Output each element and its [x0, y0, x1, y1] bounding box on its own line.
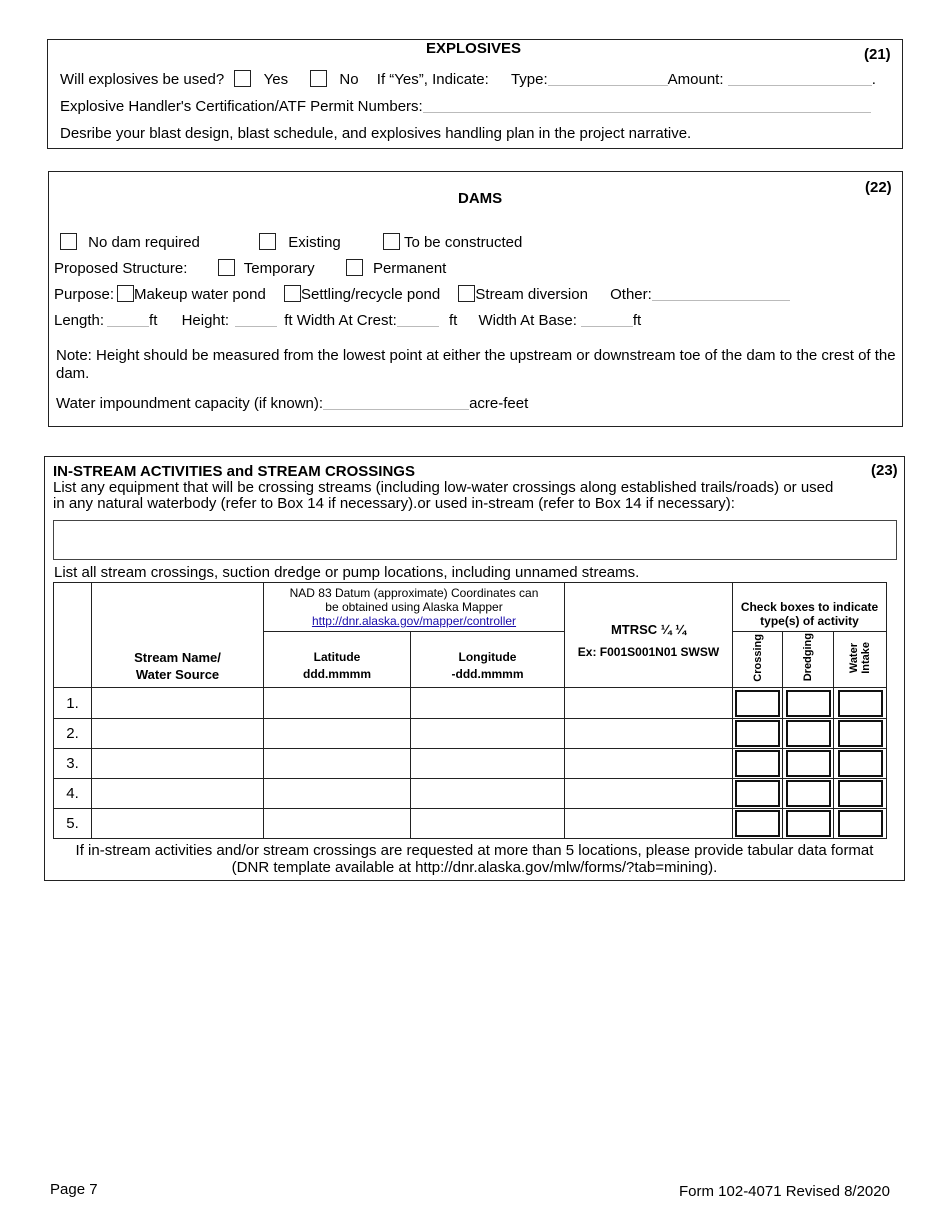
longitude-cell[interactable]	[411, 779, 565, 809]
makeup-pond-label: Makeup water pond	[134, 286, 266, 303]
width-crest-field[interactable]	[397, 312, 439, 327]
explosives-section-number: (21)	[864, 46, 891, 63]
mtrsc-cell[interactable]	[565, 719, 733, 749]
stream-name-cell[interactable]	[92, 719, 264, 749]
water-intake-header-text-2: Intake	[860, 641, 872, 674]
mtrsc-cell[interactable]	[565, 688, 733, 719]
crossing-cell	[733, 809, 783, 839]
water-intake-checkbox[interactable]	[838, 780, 883, 807]
stream-name-cell[interactable]	[92, 688, 264, 719]
mtrsc-header-line-1: MTRSC ¼ ¼	[610, 622, 687, 637]
water-intake-checkbox[interactable]	[838, 810, 883, 837]
longitude-header-line-1: Longitude	[458, 650, 517, 664]
coordinates-note-line-2: be obtained using Alaska Mapper	[325, 600, 503, 614]
height-field[interactable]	[235, 312, 277, 327]
explosives-indicate-label: If “Yes”, Indicate:	[376, 71, 489, 88]
purpose-other-field[interactable]	[652, 286, 790, 301]
height-label: Height:	[181, 312, 230, 329]
stream-list-instruction: List all stream crossings, suction dredge or pump locations, including unnamed streams.	[54, 564, 640, 581]
stream-name-cell[interactable]	[92, 809, 264, 839]
water-intake-header	[834, 632, 887, 688]
water-intake-header-text-1: Water	[848, 643, 860, 674]
dredging-checkbox[interactable]	[786, 780, 831, 807]
makeup-pond-checkbox[interactable]	[117, 285, 134, 302]
dredging-cell	[783, 809, 834, 839]
row-number: 3.	[54, 749, 92, 779]
dams-type-row	[60, 233, 522, 251]
instream-section-number: (23)	[871, 462, 898, 479]
width-crest-label: ft Width At Crest:	[284, 312, 397, 329]
crossing-checkbox[interactable]	[735, 780, 780, 807]
table-row	[54, 749, 887, 779]
explosives-question: Will explosives be used?	[60, 71, 225, 88]
dredging-cell	[783, 688, 834, 719]
crossing-checkbox[interactable]	[735, 750, 780, 777]
stream-crossings-table	[53, 582, 887, 839]
dams-title: DAMS	[458, 190, 503, 207]
row-number: 1.	[54, 688, 92, 719]
settling-pond-label: Settling/recycle pond	[300, 286, 441, 303]
crossing-cell	[733, 779, 783, 809]
dams-section-number: (22)	[865, 179, 892, 196]
dredging-header	[783, 632, 834, 688]
latitude-cell[interactable]	[264, 688, 411, 719]
to-be-constructed-checkbox[interactable]	[383, 233, 400, 250]
permanent-checkbox[interactable]	[346, 259, 363, 276]
stream-name-cell[interactable]	[92, 749, 264, 779]
instream-title: IN-STREAM ACTIVITIES and STREAM CROSSINGS	[53, 463, 415, 480]
instream-instructions-line-1: List any equipment that will be crossing streams (including low-water crossings along established trails/roads) or used	[53, 479, 834, 496]
explosives-yes-checkbox[interactable]	[234, 70, 251, 87]
dredging-checkbox[interactable]	[786, 810, 831, 837]
row-number: 2.	[54, 719, 92, 749]
purpose-label: Purpose:	[54, 286, 115, 303]
water-intake-cell	[834, 688, 887, 719]
dredging-cell	[783, 779, 834, 809]
water-intake-cell	[834, 779, 887, 809]
stream-name-header	[92, 583, 264, 688]
stream-name-header-line-1: Stream Name/	[134, 650, 221, 665]
explosives-no-label: No	[339, 71, 359, 88]
latitude-cell[interactable]	[264, 779, 411, 809]
mtrsc-header-line-2: Ex: F001S001N01 SWSW	[577, 645, 720, 659]
width-base-label: Width At Base:	[478, 312, 577, 329]
row-number: 5.	[54, 809, 92, 839]
explosives-no-checkbox[interactable]	[310, 70, 327, 87]
crossing-checkbox[interactable]	[735, 720, 780, 747]
table-row	[54, 809, 887, 839]
activity-type-header	[733, 583, 887, 632]
capacity-field[interactable]	[323, 395, 469, 410]
explosives-permit-row	[60, 98, 871, 115]
longitude-cell[interactable]	[411, 688, 565, 719]
proposed-structure-label: Proposed Structure:	[54, 260, 188, 277]
stream-diversion-label: Stream diversion	[475, 286, 588, 303]
explosives-narrative-note: Desribe your blast design, blast schedule, and explosives handling plan in the project narrative.	[60, 125, 692, 142]
temporary-checkbox[interactable]	[218, 259, 235, 276]
latitude-header-line-2: ddd.mmmm	[302, 667, 371, 681]
dredging-cell	[783, 719, 834, 749]
explosives-type-field[interactable]	[548, 71, 668, 86]
width-base-unit: ft	[632, 312, 642, 329]
water-intake-checkbox[interactable]	[838, 720, 883, 747]
row-number-header	[54, 583, 92, 688]
existing-dam-checkbox[interactable]	[259, 233, 276, 250]
existing-dam-label: Existing	[288, 234, 341, 251]
table-row	[54, 719, 887, 749]
length-field[interactable]	[107, 312, 149, 327]
latitude-cell[interactable]	[264, 719, 411, 749]
equipment-input[interactable]	[53, 520, 897, 560]
width-base-field[interactable]	[581, 312, 633, 327]
mtrsc-cell[interactable]	[565, 809, 733, 839]
row-number: 4.	[54, 779, 92, 809]
purpose-other-label: Other:	[610, 286, 652, 303]
longitude-header	[411, 632, 565, 688]
page-number: Page 7	[50, 1181, 98, 1198]
longitude-cell[interactable]	[411, 809, 565, 839]
capacity-row	[56, 395, 528, 412]
instream-footer-line-1: If in-stream activities and/or stream crossings are requested at more than 5 locations, please provide tabular data format	[75, 842, 874, 859]
to-be-constructed-label: To be constructed	[403, 234, 523, 251]
latitude-header	[264, 632, 411, 688]
proposed-structure-row	[54, 259, 446, 277]
explosives-title: EXPLOSIVES	[426, 40, 522, 57]
crossing-header-text: Crossing	[751, 633, 764, 682]
width-crest-unit: ft	[448, 312, 458, 329]
no-dam-label: No dam required	[88, 234, 200, 251]
explosives-yes-label: Yes	[263, 71, 289, 88]
dredging-cell	[783, 749, 834, 779]
water-intake-cell	[834, 809, 887, 839]
water-intake-cell	[834, 719, 887, 749]
crossing-cell	[733, 688, 783, 719]
water-intake-cell	[834, 749, 887, 779]
explosives-amount-label: Amount:	[667, 71, 724, 88]
water-intake-checkbox[interactable]	[838, 750, 883, 777]
explosives-type-label: Type:	[510, 71, 548, 88]
instream-instructions-line-2: in any natural waterbody (refer to Box 14 if necessary).or used in-stream (refer to Box 14 if necessary):	[53, 495, 735, 512]
crossing-cell	[733, 749, 783, 779]
dimensions-row	[54, 312, 641, 329]
dredging-checkbox[interactable]	[786, 720, 831, 747]
mtrsc-header	[565, 583, 733, 688]
dredging-checkbox[interactable]	[786, 690, 831, 717]
form-number: Form 102-4071 Revised 8/2020	[679, 1183, 890, 1200]
purpose-row	[54, 285, 790, 303]
mtrsc-cell[interactable]	[565, 749, 733, 779]
longitude-header-line-2: -ddd.mmmm	[451, 667, 524, 681]
dredging-checkbox[interactable]	[786, 750, 831, 777]
stream-name-cell[interactable]	[92, 779, 264, 809]
crossing-checkbox[interactable]	[735, 810, 780, 837]
instream-footer-line-2: (DNR template available at http://dnr.alaska.gov/mlw/forms/?tab=mining).	[231, 859, 718, 876]
table-row	[54, 688, 887, 719]
capacity-unit: acre-feet	[469, 395, 529, 412]
explosives-question-row	[60, 70, 876, 88]
latitude-header-line-1: Latitude	[313, 650, 361, 664]
length-unit: ft	[149, 312, 158, 329]
crossing-checkbox[interactable]	[735, 690, 780, 717]
table-row	[54, 779, 887, 809]
coordinates-note-line-1: NAD 83 Datum (approximate) Coordinates can	[289, 586, 539, 600]
longitude-cell[interactable]	[411, 749, 565, 779]
explosives-amount-end: .	[871, 71, 876, 88]
longitude-cell[interactable]	[411, 719, 565, 749]
crossing-header	[733, 632, 783, 688]
stream-diversion-checkbox[interactable]	[458, 285, 475, 302]
temporary-label: Temporary	[243, 260, 315, 277]
explosives-amount-field[interactable]	[728, 71, 872, 86]
latitude-cell[interactable]	[264, 809, 411, 839]
dredging-header-text: Dredging	[802, 633, 814, 682]
capacity-label: Water impoundment capacity (if known):	[56, 395, 324, 412]
mtrsc-cell[interactable]	[565, 779, 733, 809]
dam-height-note: Note: Height should be measured from the lowest point at either the upstream or downstream toe of the dam to the crest of the dam.	[56, 347, 896, 382]
explosives-permit-field[interactable]	[423, 98, 871, 113]
stream-name-header-line-2: Water Source	[135, 667, 220, 682]
crossing-cell	[733, 719, 783, 749]
alaska-mapper-link[interactable]: http://dnr.alaska.gov/mapper/controller	[311, 614, 517, 628]
coordinates-note-header	[264, 583, 565, 632]
latitude-cell[interactable]	[264, 749, 411, 779]
settling-pond-checkbox[interactable]	[284, 285, 301, 302]
no-dam-checkbox[interactable]	[60, 233, 77, 250]
explosives-permit-label: Explosive Handler's Certification/ATF Permit Numbers:	[60, 98, 423, 115]
water-intake-checkbox[interactable]	[838, 690, 883, 717]
permanent-label: Permanent	[372, 260, 447, 277]
length-label: Length:	[54, 312, 105, 329]
activity-type-header-text: Check boxes to indicate type(s) of activity	[740, 600, 879, 628]
